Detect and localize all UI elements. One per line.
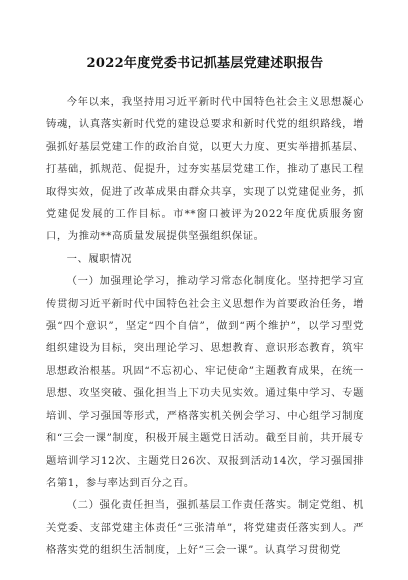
body-paragraph-2: （二）强化责任担当，强抓基层工作责任落实。制定党组、机关党委、支部党建主体责任“三张清单”，将党建责任落实到人。严格落实党的组织生活制度，上好“三会一课”。认真学习贯彻党 [46, 499, 364, 557]
document-body [46, 91, 364, 562]
body-paragraph-1: （一）加强理论学习，推动学习常态化制度化。坚持把学习宣传贯彻习近平新时代中国特色社会主义思想作为首要政治任务，增强“四个意识”，坚定“四个自信”，做到“两个维护”，以学习型党组织建设为目标，突出理论学习、思想教育、意识形态教育，筑牢思想政治根基。巩固“不忘初心、牢记使命”主题教育成果，在统一思想、攻坚突破、强化担当上下功夫见实效。通过集中学习、专题培训、学习强国等形式，严格落实机关例会学习、中心组学习制度和“三会一课”制度，积极开展主题党日活动。截至目前，共开展专题培训学习12次、主题党日26次、双报到活动14次，学习强国排名第1，参与率达到百分之百。 [46, 275, 364, 489]
section-heading: 一、履职情况 [66, 252, 132, 265]
intro-paragraph: 今年以来，我坚持用习近平新时代中国特色社会主义思想凝心铸魂，认真落实新时代党的建设总要求和新时代党的组织路线，增强抓好基层党建工作的政治自觉，以更大力度、更实举措抓基层、打基础，抓规范、促提升，过夯实基层党建工作，推动了惠民工程取得实效，促进了改革成果由群众共享，实现了以党建促业务，抓党建促发展的工作目标。市**窗口被评为2022年度优质服务窗口，为推动**高质量发展提供坚强组织保证。 [46, 96, 364, 243]
document-title: 2022年度党委书记抓基层党建述职报告 [86, 56, 324, 71]
